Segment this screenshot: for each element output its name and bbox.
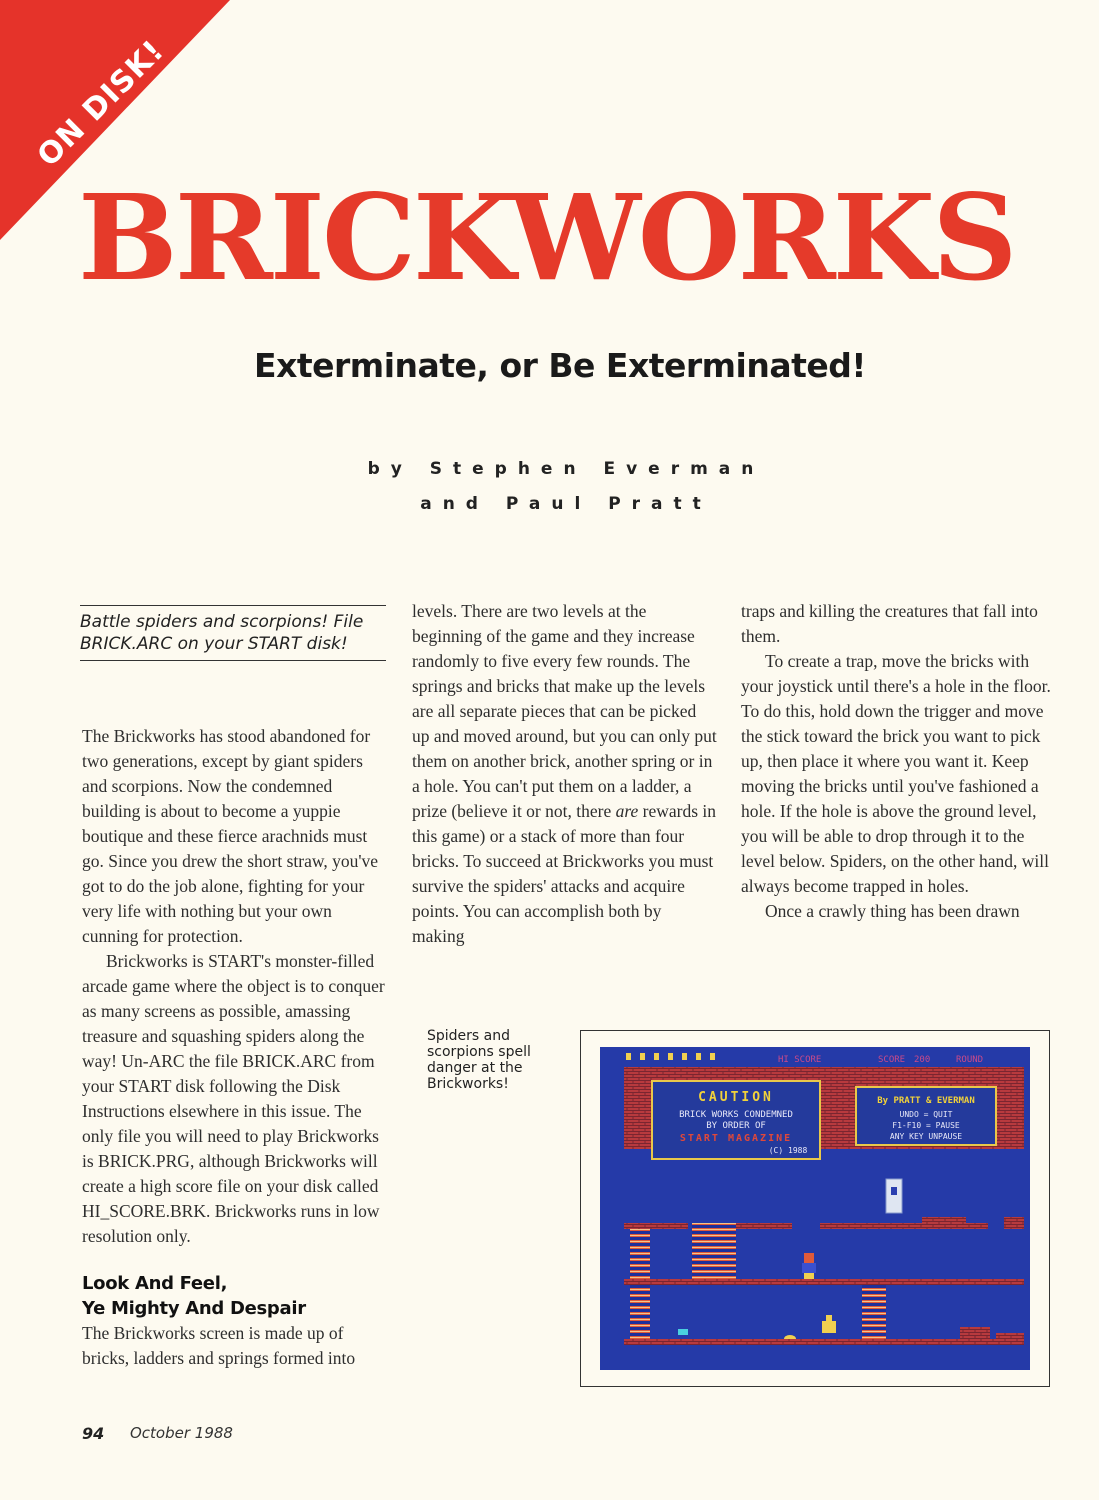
- col2-text-a: levels. There are two levels at the beginning of the game and they increase randomly to five every few rounds. The springs and bricks that make up the levels are all separate pieces that can be picked up and moved around, but you can only put them on another brick, another spring or in a hole. You can't put them on a ladder, a prize (believe it or not, there: [412, 601, 717, 821]
- subhead-line-1: Look And Feel,: [82, 1273, 228, 1294]
- article-title: BRICKWORKS: [78, 168, 1015, 307]
- platform-2: [624, 1279, 1024, 1285]
- col1-paragraph-1: The Brickworks has stood abandoned for two generations, except by giant spiders and scorpions. Now the condemned building is about to become a yuppie boutique and these fierce arachnids must go. Since you drew the short straw, you've got to do the job alone, fighting for your very life with nothing but your own cunning for protection.: [82, 726, 379, 946]
- col1-paragraph-3: The Brickworks screen is made up of bricks, ladders and springs formed into: [82, 1323, 356, 1368]
- game-screenshot: [600, 1047, 1030, 1370]
- issue-date: October 1988: [130, 1424, 233, 1442]
- caution-line-4: (C) 1988: [768, 1146, 808, 1155]
- hud-round-label: ROUND: [956, 1055, 984, 1065]
- platform-1c: [820, 1223, 988, 1229]
- col2-paragraph-1: [412, 599, 718, 949]
- hud-score-label: SCORE: [878, 1055, 906, 1065]
- col1-paragraph-2: Brickworks is START's monster-filled arcade game where the object is to conquer as many screens as possible, amassing treasure and squashing spiders along the way! Un-ARC the file BRICK.ARC from your START disk following the Disk Instructions elsewhere in this issue. The only file you will need to play Brickworks is BRICK.PRG, although Brickworks will create a high score file on your disk called HI_SCORE.BRK. Brickworks runs in low resolution only.: [82, 951, 385, 1246]
- byline-line-2: and Paul Pratt: [420, 494, 712, 514]
- col3-paragraph-3: Once a crawly thing has been drawn: [765, 901, 1020, 921]
- brick-stack-1: [922, 1217, 966, 1223]
- ground-floor: [624, 1339, 1024, 1345]
- hud-hiscore-label: HI SCORE: [778, 1055, 822, 1065]
- ladder-3: [862, 1279, 886, 1339]
- ladder-2: [692, 1223, 736, 1279]
- byline-line-1: by Stephen Everman: [367, 459, 765, 479]
- col3-paragraph-1: traps and killing the creatures that fall into them.: [741, 601, 1038, 646]
- caution-line-2: BY ORDER OF: [706, 1121, 766, 1131]
- banner-label: ON DISK!: [30, 33, 172, 174]
- screenshot-caption: Spiders and scorpions spell danger at the Brickworks!: [427, 1028, 531, 1092]
- column-2: [412, 599, 718, 949]
- col3-paragraph-2: To create a trap, move the bricks with your joystick until there's a hole in the floor. To do this, hold down the trigger and move the stick toward the brick you want to pick up, then place it where you want it. Keep moving the bricks until you've fashioned a hole. If the hole is above the ground level, you will be able to drop through it to the level below. Spiders, on the other hand, will always become trapped in holes.: [741, 651, 1051, 896]
- column-1: [82, 724, 390, 1371]
- door-window-icon: [891, 1187, 897, 1195]
- player-character-icon: [802, 1253, 816, 1279]
- brick-stack-4: [996, 1333, 1024, 1339]
- platform-1a: [624, 1223, 688, 1229]
- credits-line-2: F1-F10 = PAUSE: [892, 1121, 960, 1130]
- caution-line-3: START MAGAZINE: [679, 1133, 793, 1144]
- caution-line-1: BRICK WORKS CONDEMNED: [679, 1110, 793, 1120]
- door-prize-icon: [886, 1179, 902, 1213]
- hud-score-value: 200: [914, 1055, 931, 1065]
- page-number: 94: [82, 1424, 105, 1443]
- col2-emphasis: are: [615, 801, 639, 821]
- credits-line-3: ANY KEY UNPAUSE: [889, 1132, 963, 1141]
- caution-title: CAUTION: [698, 1090, 774, 1105]
- col2-text-b: rewards in this game) or a stack of more than four bricks. To succeed at Brickworks you must survive the spiders' attacks and acquire points. You can accomplish both by making: [412, 801, 717, 946]
- credits-line-1: UNDO = QUIT: [899, 1110, 953, 1119]
- column-3: [741, 599, 1051, 924]
- brick-stack-2: [1004, 1217, 1024, 1229]
- teaser-box: Battle spiders and scorpions! File BRICK.ARC on your START disk!: [80, 605, 386, 661]
- spring-icon: [678, 1329, 688, 1335]
- brick-stack-3: [960, 1327, 990, 1339]
- subhead-line-2: Ye Mighty And Despair: [82, 1298, 306, 1319]
- credits-title: By PRATT & EVERMAN: [877, 1096, 975, 1106]
- article-subtitle: Exterminate, or Be Exterminated!: [254, 346, 866, 385]
